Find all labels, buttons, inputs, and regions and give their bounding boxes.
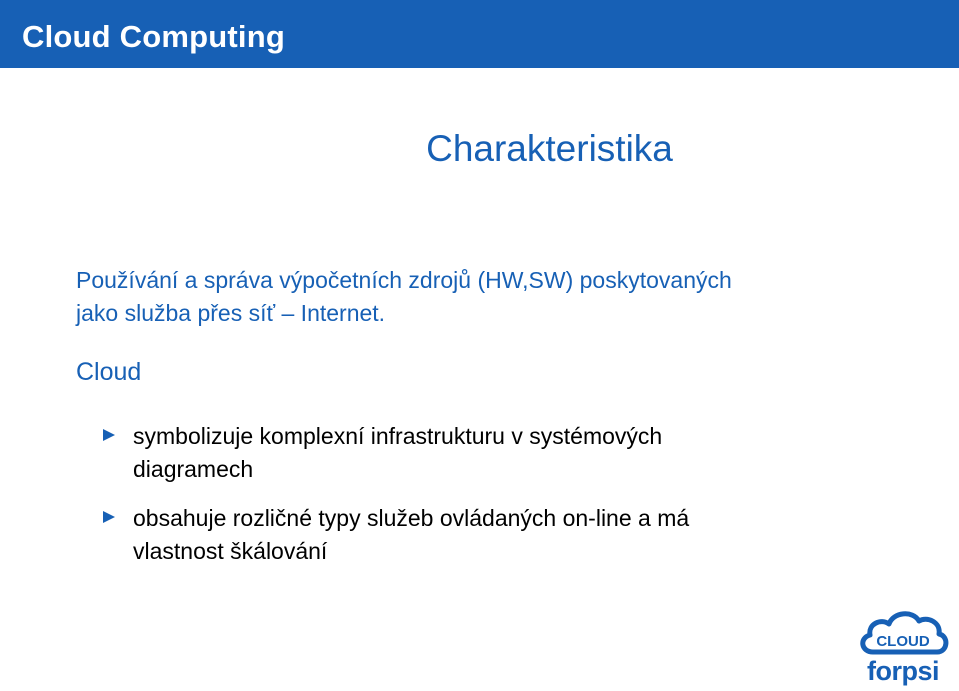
section-label: Cloud — [76, 358, 142, 386]
bullet-triangle-icon — [103, 511, 115, 523]
cloud-forpsi-logo — [853, 604, 953, 686]
bullet-list — [0, 420, 959, 584]
header-bar — [0, 0, 959, 68]
bullet-line: diagramech — [133, 456, 254, 482]
bullet-line: symbolizuje komplexní infrastrukturu v systémových — [133, 423, 663, 449]
header-title: Cloud Computing — [22, 19, 285, 54]
bullet-text — [133, 420, 833, 486]
definition-line: jako služba přes síť – Internet. — [76, 300, 386, 326]
bullet-line: obsahuje rozličné typy služeb ovládaných on-line a má — [133, 505, 690, 531]
bullet-item — [0, 420, 959, 486]
logo-top-text: CLOUD — [876, 633, 930, 650]
bullet-triangle-icon — [103, 429, 115, 441]
frame-title: Charakteristika — [426, 128, 673, 169]
logo-bottom-text: forpsi — [866, 656, 940, 686]
bullet-text — [133, 502, 833, 568]
definition-paragraph — [76, 264, 896, 330]
definition-line: Používání a správa výpočetních zdrojů (HW,SW) poskytovaných — [76, 267, 732, 293]
cloud-forpsi-logo-icon — [853, 604, 953, 686]
bullet-line: vlastnost škálování — [133, 538, 328, 564]
bullet-item — [0, 502, 959, 568]
